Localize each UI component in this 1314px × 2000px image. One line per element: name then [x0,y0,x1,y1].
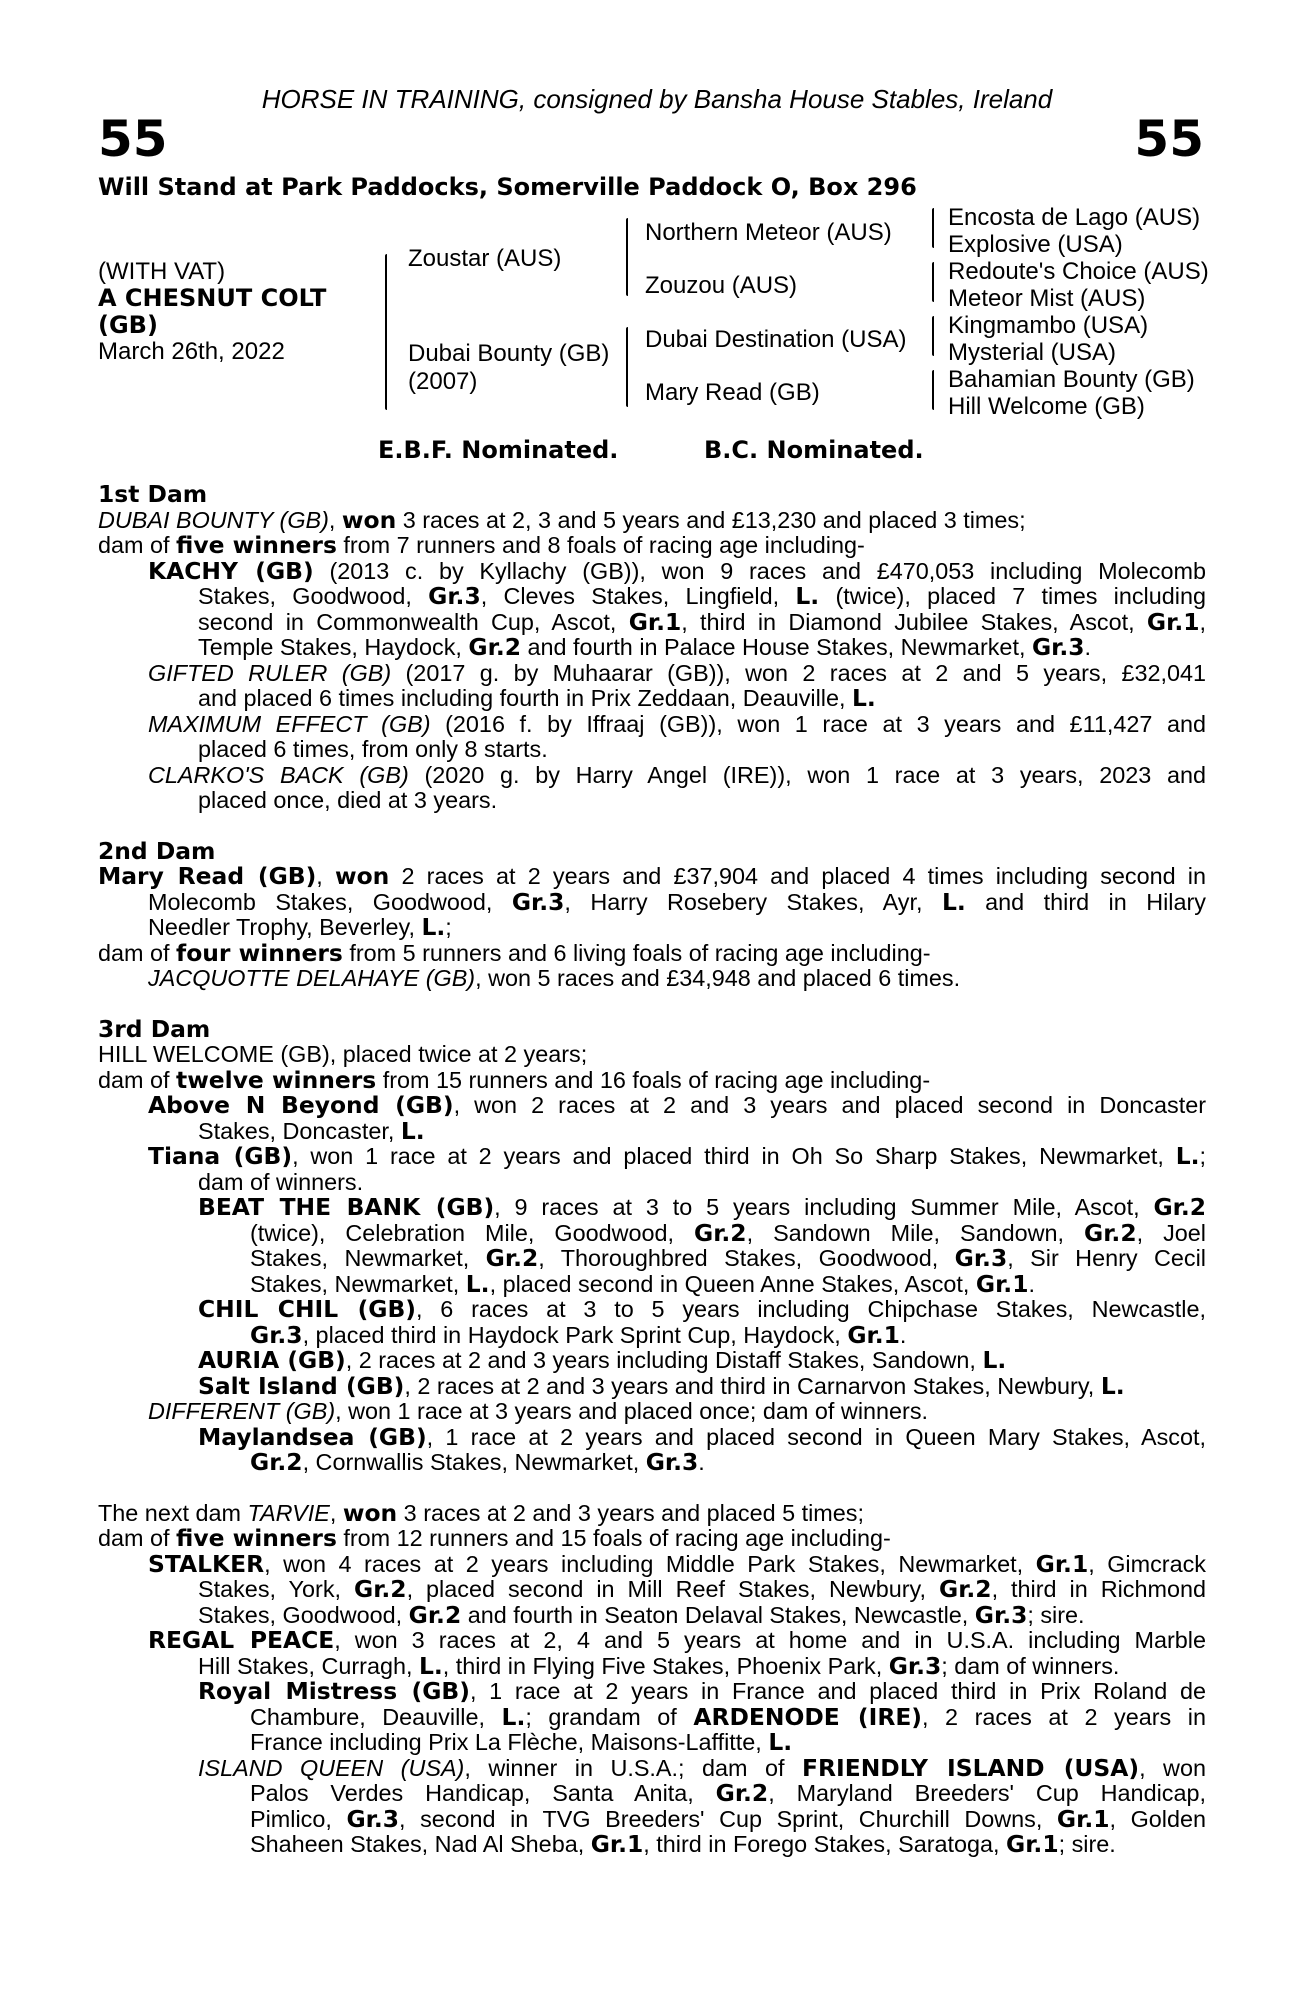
grade: Gr.2 [408,1600,462,1629]
text: , won 5 races and £34,948 and placed 6 times. [475,965,961,991]
text: Hill Stakes, Curragh, [198,1652,419,1679]
text: , placed third in Haydock Park Sprint Cup, Haydock, [302,1321,848,1348]
horse-name: CHIL CHIL (GB) [198,1295,416,1323]
grade: Gr.3 [346,1804,400,1833]
horse-name: A CHESNUT COLT [98,284,327,312]
produce-maylandsea-2 [0,1450,1314,1476]
produce-kachy-4 [0,635,1314,661]
produce-tiana [0,1144,1314,1170]
gen3-sds: Redoute's Choice (AUS) [948,258,1209,285]
produce-jacquotte [0,966,1314,992]
text: , 6 races at 3 to 5 years including Chipchase Stakes, Newcastle, [416,1296,1206,1322]
dam-name: Dubai Bounty (GB) [408,340,610,367]
text: Stakes, Doncaster, [198,1117,401,1144]
produce-maximum-effect-2: placed 6 times, from only 8 starts. [198,736,548,762]
sire-sire: Northern Meteor (AUS) [645,219,892,246]
text: 3 races at 2 and 3 years and placed 5 times; [397,1499,864,1526]
grade: L. [1100,1371,1125,1400]
produce-stalker [0,1549,1314,1578]
text: , third in Flying Five Stakes, Phoenix Park, [442,1652,889,1679]
grade: Gr.3 [888,1651,942,1680]
produce-stalker-3 [0,1600,1314,1629]
pedigree-brace-sd [932,262,934,302]
horse-name: REGAL PEACE [148,1626,335,1654]
text: , Golden [1109,1805,1206,1832]
grade: Gr.3 [954,1244,1008,1272]
text: The next dam [98,1499,248,1526]
produce-island-queen-4 [0,1832,1314,1858]
text: from 15 runners and 16 foals of racing age including- [376,1066,931,1093]
text: (2017 g. by Muhaarar (GB)), won 2 races at 2 and 5 years, £32,041 [391,659,1206,686]
consignor-line: HORSE IN TRAINING, consigned by Bansha House Stables, Ireland [261,84,1053,114]
horse-country: (GB) [98,311,158,339]
text: , won 4 races at 2 years including Middle Park Stakes, Newmarket, [264,1550,1036,1577]
grade: Gr.3 [428,582,481,610]
grade: L. [501,1702,526,1731]
text: , [316,863,335,889]
horse-name: ISLAND QUEEN (USA) [198,1754,465,1781]
text: , winner in U.S.A.; dam of [464,1754,803,1781]
gen3-dsd: Mysterial (USA) [948,339,1117,366]
grade: L. [421,913,446,941]
text: , Cornwallis Stakes, Newmarket, [302,1449,646,1475]
text: ; dam of winners. [941,1652,1120,1679]
grade: Gr.2 [715,1779,769,1807]
produce-maximum-effect [0,712,1314,738]
produce-royal-mistress [0,1679,1314,1705]
grade: Gr.1 [1056,1804,1110,1833]
pedigree-brace-ss [932,208,934,248]
text: from 7 runners and 8 foals of racing age including- [336,532,865,558]
grade: Gr.3 [511,887,565,916]
text: won [342,1498,398,1527]
text: dam of [98,1066,177,1093]
text: dam of [98,532,177,558]
text: twelve winners [176,1065,377,1094]
text: and fourth in Seaton Delaval Stakes, Newcastle, [461,1601,975,1628]
text: dam of [98,1525,177,1551]
produce-clarkos-back-2: placed once, died at 3 years. [198,787,498,813]
text: ; [445,914,452,940]
produce-kachy-2 [0,584,1314,610]
gen3-ssd: Explosive (USA) [948,231,1123,258]
text: , Thoroughbred Stakes, Goodwood, [538,1245,955,1271]
foaling-date: March 26th, 2022 [98,338,285,365]
text: four winners [176,938,343,967]
text: and fourth in Palace House Stakes, Newmarket, [520,634,1032,660]
horse-name: CLARKO'S BACK (GB) [148,761,409,788]
gen3-sss: Encosta de Lago (AUS) [948,204,1201,231]
grade: L. [400,1116,425,1145]
grade: L. [795,582,820,610]
text: , won 1 race at 3 years and placed once; dam of winners. [335,1398,929,1424]
produce-clarkos-back [0,763,1314,789]
grade: Gr.2 [694,1218,747,1247]
text: (2020 g. by Harry Angel (IRE)), won 1 race at 3 years, 2023 and [408,761,1206,788]
grade: Gr.2 [354,1575,407,1603]
text: (2016 f. by Iffraaj (GB)), won 1 race at 3 years and £11,427 and [430,710,1206,737]
produce-stalker-2 [0,1577,1314,1603]
text: France including Prix La Flèche, Maisons-Laffitte, [250,1729,769,1755]
text: , [1199,608,1206,635]
lot-number-left: 55 [98,110,168,168]
text: (2013 c. by Kyllachy (GB)), won 9 races and £470,053 including Molecomb [313,557,1206,584]
text: , placed second in Mill Reef Stakes, Newbury, [406,1576,939,1602]
text: , third in Diamond Jubilee Stakes, Ascot, [681,608,1147,635]
pedigree-brace-ds [932,316,934,356]
produce-gifted-ruler [0,661,1314,687]
grade: Gr.1 [590,1830,644,1858]
dam-dam: Mary Read (GB) [645,379,820,406]
produce-maylandsea [0,1422,1314,1451]
grade: L. [941,887,966,916]
text: ; sire. [1058,1831,1116,1857]
vat-note: (WITH VAT) [98,258,226,285]
produce-kachy-3 [0,607,1314,636]
first-dam-line [0,505,1314,534]
text: Needler Trophy, Beverley, [148,914,422,940]
grade: Gr.3 [645,1448,699,1476]
grade: Gr.3 [974,1600,1028,1629]
bc-nomination: B.C. Nominated. [704,436,924,464]
pedigree-brace-dam [626,327,628,407]
next-dam-produce-line [0,1526,1314,1552]
produce-chil-chil-2 [0,1320,1314,1349]
text: , placed second in Queen Anne Stakes, Ascot, [489,1270,976,1297]
grade: Gr.1 [847,1320,900,1349]
grade: Gr.1 [1035,1549,1089,1578]
second-dam-line-2 [0,887,1314,916]
text: five winners [176,1524,337,1552]
produce-royal-mistress-2 [0,1702,1314,1731]
horse-name: ARDENODE (IRE) [693,1702,922,1731]
text: won [341,505,397,534]
text: ; sire. [1027,1601,1085,1628]
text: , won [1139,1754,1206,1781]
text: , Cleves Stakes, Lingfield, [480,583,796,609]
horse-name: AURIA (GB) [198,1346,346,1374]
produce-gifted-ruler-2 [0,686,1314,712]
text: second in Commonwealth Cup, Ascot, [198,608,629,635]
text: , third in Richmond [991,1576,1207,1602]
grade: L. [982,1346,1007,1374]
grade: L. [768,1728,793,1756]
gen3-sdd: Meteor Mist (AUS) [948,285,1146,312]
third-dam-produce-line [0,1065,1314,1094]
text: from 5 runners and 6 living foals of racing age including- [342,939,931,966]
produce-chil-chil [0,1297,1314,1323]
text: won [334,862,390,890]
next-dam-line [0,1498,1314,1527]
produce-royal-mistress-3 [0,1730,1314,1756]
dam-name: DUBAI BOUNTY (GB) [98,506,329,533]
text: , [328,506,342,533]
text: 2 races at 2 years and £37,904 and placed 4 times including second in [389,863,1206,889]
produce-auria [0,1348,1314,1374]
grade: L. [465,1269,490,1298]
second-dam-line-3 [0,915,1314,941]
pedigree-brace-sire [626,218,628,296]
dam-name: TARVIE [247,1499,330,1526]
text: , won 2 races at 2 and 3 years and placed second in Doncaster [453,1092,1206,1118]
text: Stakes, Goodwood, [198,1601,409,1628]
produce-island-queen-2 [0,1781,1314,1807]
text: . [698,1449,705,1475]
text: , won 3 races at 2, 4 and 5 years at home and in U.S.A. including Marble [334,1627,1206,1653]
horse-name: Maylandsea (GB) [198,1422,427,1451]
text: , 2 races at 2 and 3 years including Distaff Stakes, Sandown, [345,1347,983,1373]
produce-salt-island [0,1371,1314,1400]
text: from 12 runners and 15 foals of racing age including- [336,1525,891,1551]
grade: L. [419,1651,443,1680]
grade: Gr.3 [1031,633,1085,661]
text: five winners [176,531,337,559]
text: , Sandown Mile, Sandown, [746,1219,1085,1246]
horse-name: Salt Island (GB) [198,1371,405,1400]
grade: Gr.1 [1006,1830,1059,1858]
text: , won 1 race at 2 years and placed third in Oh So Sharp Stakes, Newmarket, [292,1143,1176,1169]
grade: Gr.2 [250,1448,303,1476]
first-dam-produce-line [0,533,1314,559]
horse-name: MAXIMUM EFFECT (GB) [148,710,431,737]
grade: Gr.1 [1146,607,1200,636]
text: , third in Forego Stakes, Saratoga, [643,1831,1007,1857]
text: Shaheen Stakes, Nad Al Sheba, [250,1831,591,1857]
text: Stakes, Goodwood, [198,583,429,609]
produce-kachy [0,556,1314,585]
text: (twice), Celebration Mile, Goodwood, [250,1219,695,1246]
horse-name: Above N Beyond (GB) [148,1091,454,1119]
text: and placed 6 times including fourth in Prix Zeddaan, Deauville, [198,685,853,711]
grade: Gr.2 [485,1244,539,1272]
produce-beat-the-bank-2 [0,1218,1314,1247]
lot-number-right: 55 [1134,110,1204,168]
produce-tiana-2: dam of winners. [198,1168,364,1195]
dam-year: (2007) [408,368,478,395]
text: Stakes, Newmarket, [250,1245,486,1271]
text: Stakes, York, [198,1576,354,1602]
sire-dam: Zouzou (AUS) [645,272,798,299]
text: , 2 races at 2 and 3 years and third in Carnarvon Stakes, Newbury, [404,1372,1101,1399]
produce-above-n-beyond [0,1093,1314,1119]
sire-name: Zoustar (AUS) [408,245,562,272]
text: , 1 race at 2 years and placed second in Queen Mary Stakes, Ascot, [426,1423,1206,1450]
text: , Gimcrack [1088,1550,1206,1577]
text: (twice), placed 7 times including [819,583,1206,609]
third-dam-title: 3rd Dam [98,1014,211,1043]
grade: Gr.2 [468,633,521,661]
gen3-ddd: Hill Welcome (GB) [948,393,1145,420]
dam-sire: Dubai Destination (USA) [645,326,907,353]
produce-different [0,1399,1314,1425]
text: , Joel [1136,1219,1206,1246]
third-dam-line: HILL WELCOME (GB), placed twice at 2 years; [98,1041,588,1067]
grade: L. [852,684,876,712]
catalogue-body [0,482,1314,1858]
first-dam-title: 1st Dam [98,480,208,508]
second-dam-line [0,864,1314,890]
text: Palos Verdes Handicap, Santa Anita, [250,1780,716,1806]
text: Stakes, Newmarket, [250,1270,466,1297]
gen3-dss: Kingmambo (USA) [948,312,1149,339]
produce-beat-the-bank-4 [0,1269,1314,1298]
text: , Maryland Breeders' Cup Handicap, [768,1780,1206,1806]
text: , 1 race at 2 years in France and placed third in Prix Roland de [469,1678,1206,1704]
text: dam of [98,939,177,966]
gen3-dds: Bahamian Bounty (GB) [948,366,1195,393]
horse-name: JACQUOTTE DELAHAYE (GB) [148,965,476,991]
text: . [899,1321,907,1348]
text: and third in Hilary [965,888,1206,915]
text: Molecomb Stakes, Goodwood, [148,888,512,915]
text: , second in TVG Breeders' Cup Sprint, Churchill Downs, [399,1805,1057,1832]
second-dam-produce-line [0,938,1314,967]
horse-name: FRIENDLY ISLAND (USA) [802,1753,1140,1782]
grade: Gr.2 [939,1575,992,1603]
dam-name: Mary Read (GB) [98,862,317,890]
horse-name: STALKER [148,1549,265,1578]
produce-regal-peace [0,1628,1314,1654]
horse-name: Tiana (GB) [148,1142,293,1170]
text: , 2 races at 2 years in [922,1703,1206,1730]
horse-name: BEAT THE BANK (GB) [198,1193,495,1221]
produce-above-n-beyond-2 [0,1116,1314,1145]
ebf-nomination: E.B.F. Nominated. [378,436,619,464]
text: ; grandam of [525,1703,694,1730]
horse-name: DIFFERENT (GB) [148,1398,336,1424]
grade: Gr.1 [975,1269,1029,1298]
grade: L. [1175,1142,1200,1170]
pedigree-brace-dd [932,370,934,410]
text: , [329,1499,343,1526]
text: Pimlico, [250,1805,347,1832]
grade: Gr.2 [1084,1218,1137,1247]
pedigree-brace-gen1 [385,254,387,410]
stand-location: Will Stand at Park Paddocks, Somerville Paddock O, Box 296 [98,173,917,201]
grade: Gr.2 [1153,1193,1207,1221]
produce-island-queen-3 [0,1804,1314,1833]
text: . [1028,1270,1035,1297]
text: ; [1199,1143,1206,1169]
horse-name: Royal Mistress (GB) [198,1677,470,1705]
horse-name: GIFTED RULER (GB) [148,659,392,686]
text: Chambure, Deauville, [250,1703,502,1730]
text: . [1084,634,1091,660]
produce-island-queen [0,1753,1314,1782]
produce-beat-the-bank [0,1195,1314,1221]
text: , Sir Henry Cecil [1007,1245,1207,1271]
grade: Gr.1 [628,607,682,636]
text: , Harry Rosebery Stakes, Ayr, [564,888,942,915]
second-dam-title: 2nd Dam [98,836,216,865]
grade: Gr.3 [250,1320,303,1349]
text: 3 races at 2, 3 and 5 years and £13,230 and placed 3 times; [396,506,1026,533]
produce-regal-peace-2 [0,1651,1314,1680]
text: , 9 races at 3 to 5 years including Summer Mile, Ascot, [494,1194,1154,1220]
text: Temple Stakes, Haydock, [198,634,469,660]
horse-name: KACHY (GB) [148,556,314,585]
produce-beat-the-bank-3 [0,1246,1314,1272]
